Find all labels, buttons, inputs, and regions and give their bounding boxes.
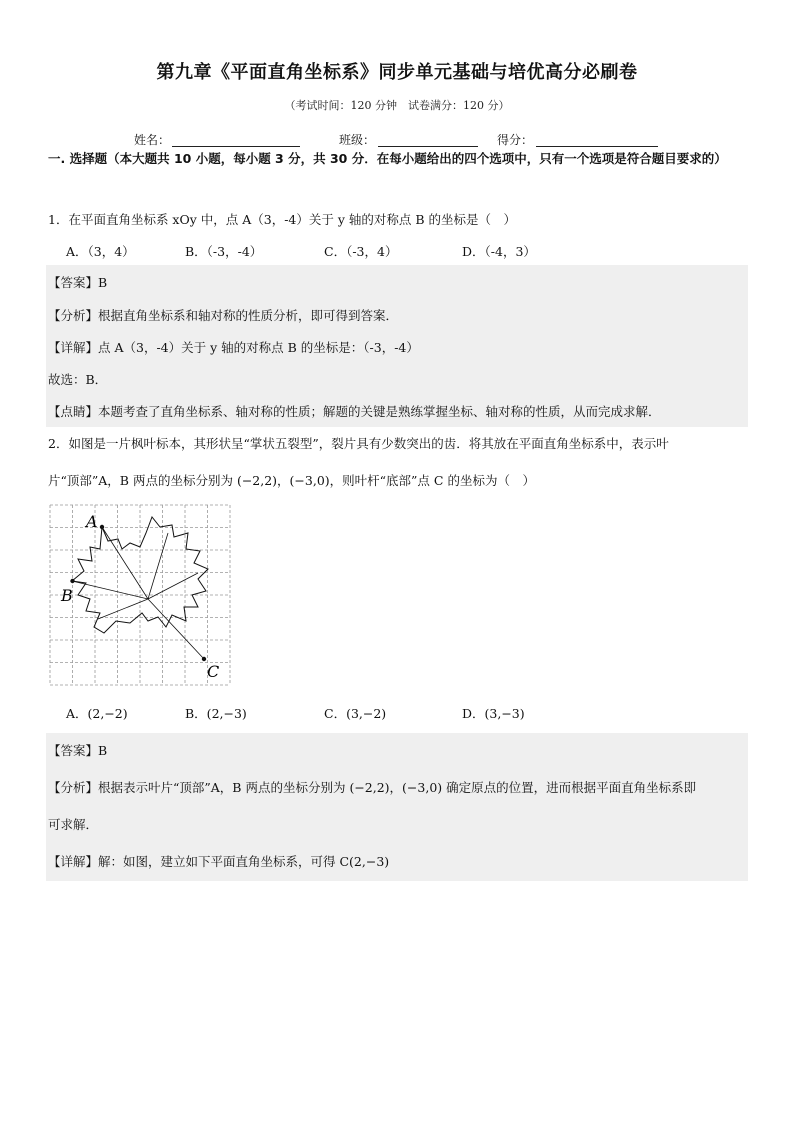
point-a — [100, 525, 104, 529]
score-field[interactable] — [536, 146, 658, 147]
q1-comment: 【点睛】本题考查了直角坐标系、轴对称的性质；解题的关键是熟练掌握坐标、轴对称的性质，从而完成求解． — [48, 404, 661, 419]
point-c — [202, 657, 206, 661]
q2-option-d[interactable]: D．(3,−3) — [462, 706, 525, 721]
section-heading: 一. 选择题（本大题共 10 小题，每小题 3 分，共 30 分．在每小题给出的四个选项中，只有一个选项是符合题目要求的） — [48, 151, 727, 166]
q2-option-a[interactable]: A．(2,−2) — [66, 706, 128, 721]
q2-analysis-line1: 【分析】根据表示叶片“顶部”A，B 两点的坐标分别为 (−2,2)，(−3,0) 确定原点的位置，进而根据平面直角坐标系即 — [48, 780, 697, 795]
q1-option-a[interactable]: A．（3，4） — [66, 244, 135, 259]
maple-leaf-veins — [72, 527, 204, 659]
label-a: A — [86, 512, 98, 531]
q1-detail: 【详解】点 A（3，-4）关于 y 轴的对称点 B 的坐标是：（-3，-4） — [48, 340, 419, 355]
q1-analysis: 【分析】根据直角坐标系和轴对称的性质分析，即可得到答案． — [48, 308, 399, 323]
page-title: 第九章《平面直角坐标系》同步单元基础与培优高分必刷卷 — [156, 62, 638, 83]
q1-option-b[interactable]: B．（-3，-4） — [185, 244, 263, 259]
question-2-stem-line2: 片“顶部”A，B 两点的坐标分别为 (−2,2)，(−3,0)，则叶杆“底部”点 C 的坐标为（ ） — [48, 473, 535, 488]
exam-info: （考试时间：120 分钟 试卷满分：120 分） — [284, 99, 510, 112]
score-label: 得分： — [497, 133, 534, 147]
class-label: 班级： — [339, 133, 376, 147]
q2-answer: 【答案】B — [48, 743, 108, 758]
q1-option-c[interactable]: C．（-3，4） — [324, 244, 398, 259]
q2-analysis-line2: 可求解． — [48, 817, 99, 832]
q1-choice: 故选：B． — [48, 372, 108, 387]
label-c: C — [207, 662, 220, 681]
name-label: 姓名： — [134, 133, 171, 147]
question-1-stem: 1．在平面直角坐标系 xOy 中，点 A（3，-4）关于 y 轴的对称点 B 的坐标是（ ） — [48, 212, 517, 227]
point-b — [70, 579, 74, 583]
label-b: B — [61, 586, 73, 605]
maple-leaf-figure — [48, 503, 232, 687]
question-1-options — [66, 242, 666, 260]
question-2-stem-line1: 2．如图是一片枫叶标本，其形状呈“掌状五裂型”，裂片具有少数突出的齿．将其放在平面直角坐标系中，表示叶 — [48, 436, 669, 451]
q2-detail: 【详解】解：如图，建立如下平面直角坐标系，可得 C(2,−3) — [48, 854, 390, 869]
class-field[interactable] — [378, 146, 478, 147]
name-field[interactable] — [172, 146, 300, 147]
q2-option-b[interactable]: B．(2,−3) — [185, 706, 247, 721]
q1-option-d[interactable]: D．（-4，3） — [462, 244, 536, 259]
q2-option-c[interactable]: C．(3,−2) — [324, 706, 387, 721]
question-2-options — [66, 704, 666, 722]
q1-answer: 【答案】B — [48, 275, 108, 290]
